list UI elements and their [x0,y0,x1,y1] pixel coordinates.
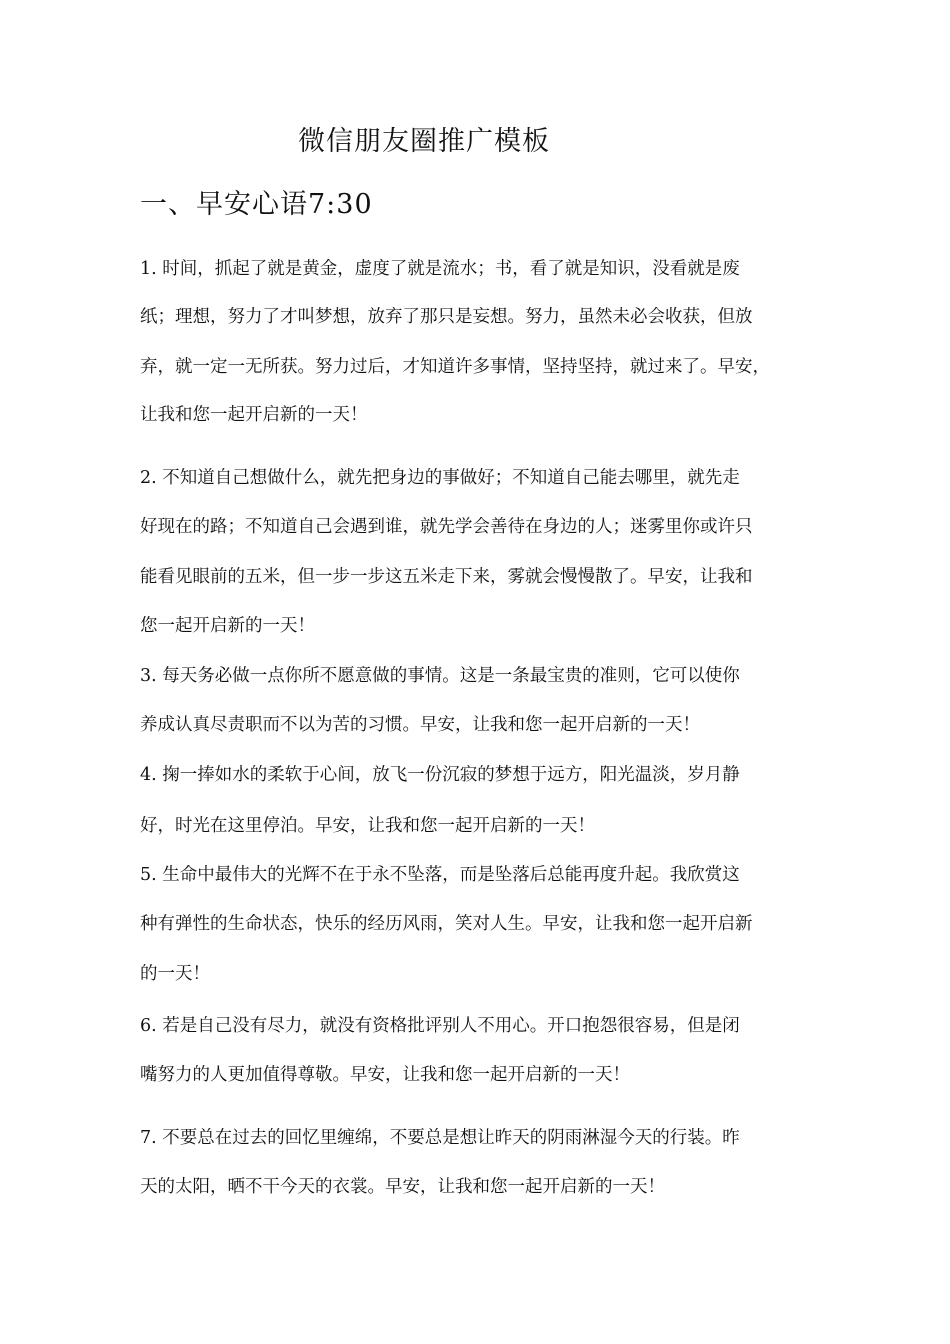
paragraph-2-line-3: 能看见眼前的五米，但一步一步这五米走下来，雾就会慢慢散了。早安，让我和 [140,567,753,587]
paragraph-4-line-1: 4. 掬一捧如水的柔软于心间，放飞一份沉寂的梦想于远方，阳光温淡，岁月静 [140,765,740,785]
paragraph-2-line-4: 您一起开启新的一天！ [140,616,315,636]
paragraph-2-line-1: 2. 不知道自己想做什么，就先把身边的事做好；不知道自己能去哪里，就先走 [140,468,740,488]
paragraph-1-line-4: 让我和您一起开启新的一天！ [140,405,368,425]
section-heading: 一、早安心语7:30 [140,189,373,220]
paragraph-7-line-1: 7. 不要总在过去的回忆里缠绵，不要总是想让昨天的阴雨淋湿今天的行装。昨 [140,1128,740,1148]
paragraph-5-line-3: 的一天！ [140,964,210,984]
paragraph-1-line-1: 1. 时间，抓起了就是黄金，虚度了就是流水；书，看了就是知识，没看就是废 [140,259,740,279]
paragraph-6-line-1: 6. 若是自己没有尽力，就没有资格批评别人不用心。开口抱怨很容易，但是闭 [140,1016,740,1036]
paragraph-3-line-2: 养成认真尽责职而不以为苦的习惯。早安，让我和您一起开启新的一天！ [140,715,700,735]
document-title: 微信朋友圈推广模板 [298,126,550,157]
paragraph-3-line-1: 3. 每天务必做一点你所不愿意做的事情。这是一条最宝贵的准则，它可以使你 [140,666,740,686]
paragraph-2-line-2: 好现在的路；不知道自己会遇到谁，就先学会善待在身边的人；迷雾里你或许只 [140,517,753,537]
paragraph-5-line-1: 5. 生命中最伟大的光辉不在于永不坠落，而是坠落后总能再度升起。我欣赏这 [140,865,740,885]
paragraph-1-line-2: 纸；理想，努力了才叫梦想，放弃了那只是妄想。努力，虽然未必会收获，但放 [140,307,753,327]
paragraph-6-line-2: 嘴努力的人更加值得尊敬。早安，让我和您一起开启新的一天！ [140,1065,630,1085]
paragraph-5-line-2: 种有弹性的生命状态，快乐的经历风雨，笑对人生。早安，让我和您一起开启新 [140,914,753,934]
paragraph-4-line-2: 好，时光在这里停泊。早安，让我和您一起开启新的一天！ [140,816,595,836]
paragraph-7-line-2: 天的太阳，晒不干今天的衣裳。早安，让我和您一起开启新的一天！ [140,1177,665,1197]
paragraph-1-line-3: 弃，就一定一无所获。努力过后，才知道许多事情，坚持坚持，就过来了。早安， [140,357,770,377]
